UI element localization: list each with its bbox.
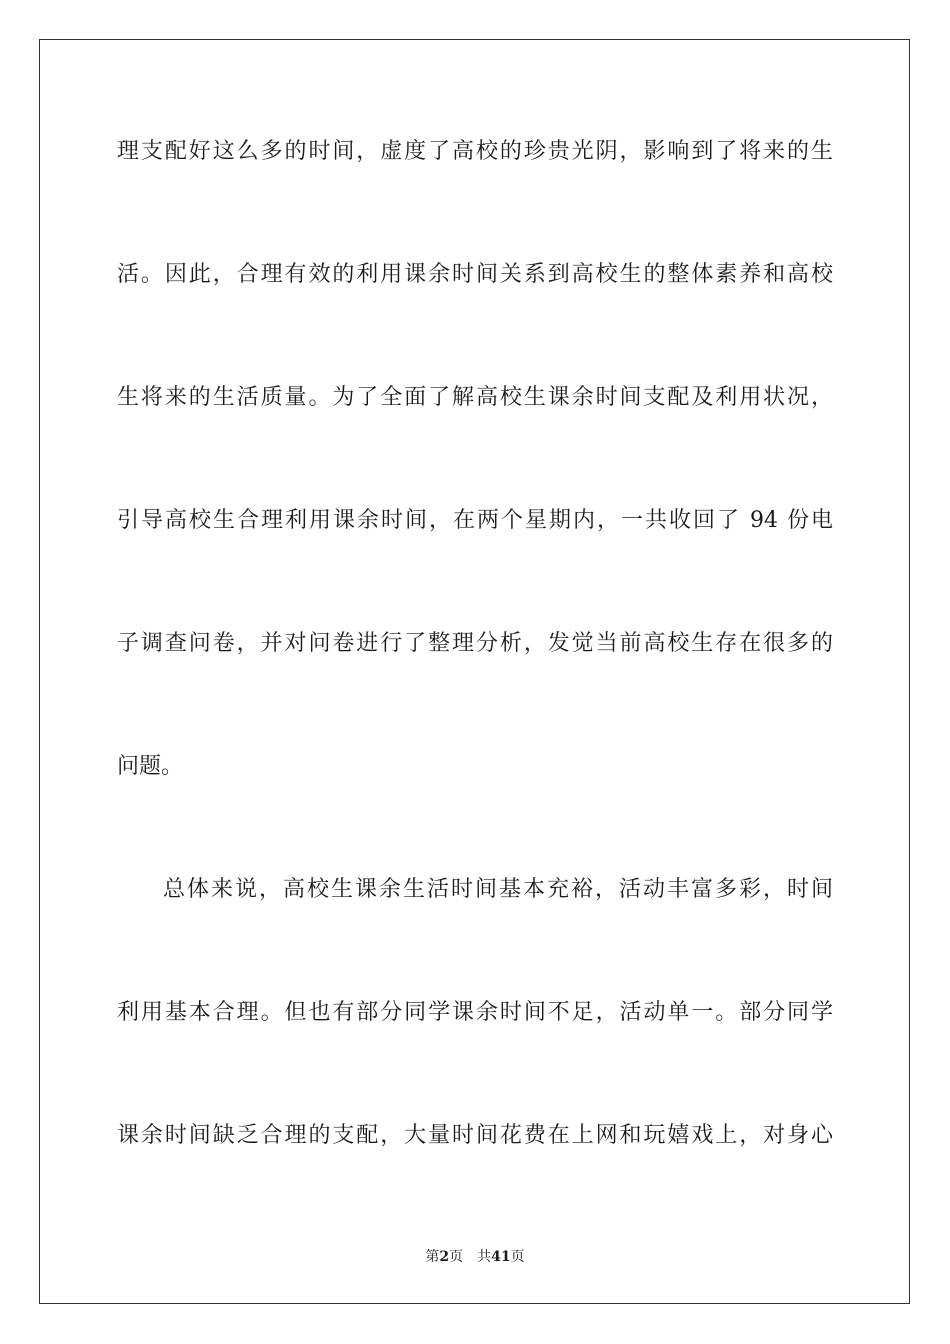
page-border: [39, 39, 910, 1304]
total-pages: 41: [491, 1249, 511, 1265]
text-line: 利用基本合理。但也有部分同学课余时间不足，活动单一。部分同学: [117, 1000, 833, 1025]
text-line: 生将来的生活质量。为了全面了解高校生课余时间支配及利用状况，: [117, 385, 833, 410]
page-label-prefix: 第: [425, 1249, 440, 1265]
text-line: 问题。: [117, 754, 184, 779]
page-number: 2: [439, 1249, 450, 1265]
total-label-prefix: 共: [477, 1249, 492, 1265]
text-line: 理支配好这么多的时间，虚度了高校的珍贵光阴，影响到了将来的生: [117, 139, 833, 164]
page-label-suffix: 页: [449, 1249, 464, 1265]
page-footer: [0, 1247, 950, 1267]
total-label-suffix: 页: [510, 1249, 525, 1265]
text-line: 活。因此，合理有效的利用课余时间关系到高校生的整体素养和高校: [117, 262, 833, 287]
text-line: 子调查问卷，并对问卷进行了整理分析，发觉当前高校生存在很多的: [117, 631, 833, 656]
text-line: 引导高校生合理利用课余时间，在两个星期内，一共收回了 94 份电: [117, 508, 833, 533]
text-line: 课余时间缺乏合理的支配，大量时间花费在上网和玩嬉戏上，对身心: [117, 1123, 833, 1148]
text-line: 总体来说，高校生课余生活时间基本充裕，活动丰富多彩，时间: [163, 877, 833, 902]
